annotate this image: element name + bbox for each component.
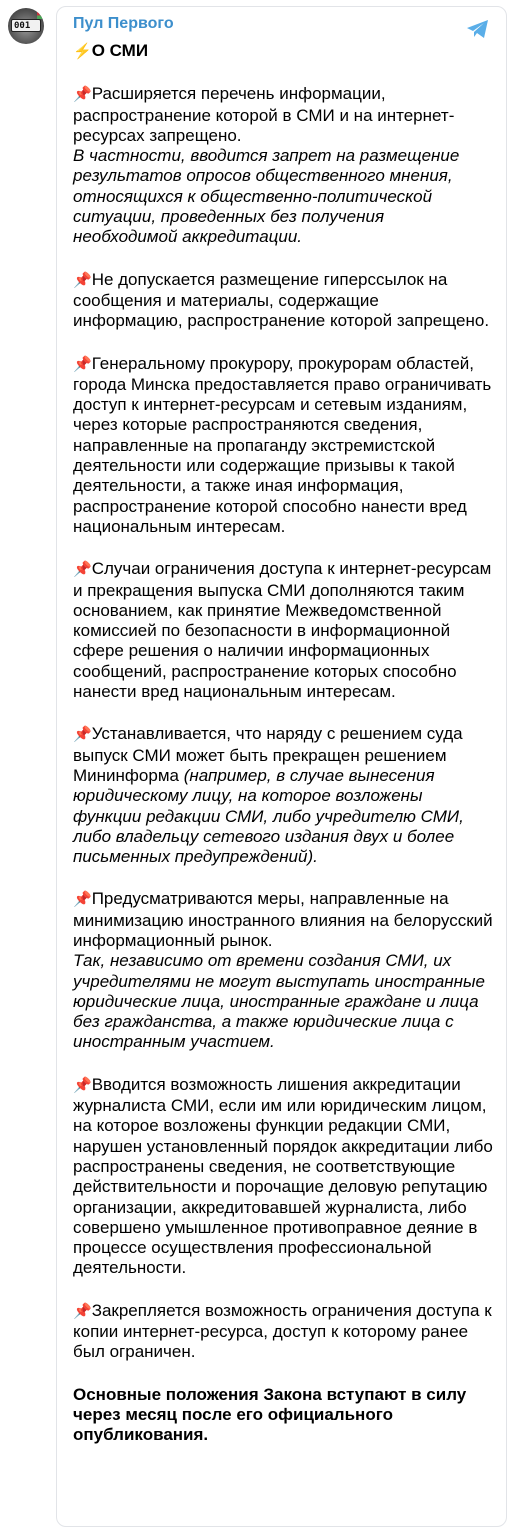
final-note: Основные положения Закона вступают в силу через месяц после его официального опубликования.: [73, 1384, 467, 1445]
pushpin-icon: 📌: [73, 891, 92, 909]
pushpin-icon: 📌: [73, 271, 92, 289]
paragraph-text: Расширяется перечень информации, распространение которой в СМИ и на интернет-ресурсах запрещено.: [73, 84, 455, 145]
paragraph-italic: (например, в случае вынесения юридическому лицу, на которое возложены функции редакции СМИ, либо учредителю СМИ, либо владельцу сетевого издания двух и более письменных предупреждений).: [73, 765, 464, 867]
paragraph-2: [73, 270, 493, 332]
paragraph-italic: В частности, вводится запрет на размещение результатов опросов общественного мнения, относящихся к общественно-политической ситуации, проведенных без получения необходимой аккредитации.: [73, 146, 460, 247]
pushpin-icon: 📌: [73, 726, 92, 744]
channel-name[interactable]: Пул Первого: [73, 15, 174, 32]
pushpin-icon: 📌: [73, 561, 92, 579]
paragraph-text: Генеральному прокурору, прокурорам областей, города Минска предоставляется право ограничивать доступ к интернет-ресурсам и сетевым изданиям, через которые распространяются сведения, направленные на пропаганду экстремистской деятельности или содержащие призывы к такой деятельности, а также иная информация, распространение которой способно нанести вред национальным интересам.: [73, 353, 492, 536]
pushpin-icon: 📌: [73, 86, 92, 104]
pushpin-icon: 📌: [73, 1302, 92, 1320]
post-title: [73, 41, 493, 62]
paragraph-6: [73, 889, 493, 1052]
paragraph-text: Вводится возможность лишения аккредитации журналиста СМИ, если им или юридическим лицом, на которое возложены функции редакции СМИ, нарушен установленный порядок аккредитации либо распространены сведения, не соответствующие действительности и порочащие деловую репутацию организации, аккредитовавшей журналиста, либо совершено умышленное противоправное деяние в процессе осуществления профессиональной деятельности.: [73, 1074, 493, 1278]
paragraph-text: Случаи ограничения доступа к интернет-ресурсам и прекращения выпуска СМИ дополняются таким основанием, как принятие Межведомственной комиссией по безопасности в информационной сфере решения о наличии информационных сообщений, распространение которых способно нанести вред национальным интересам.: [73, 559, 492, 702]
paragraph-1: [73, 84, 493, 247]
channel-avatar[interactable]: [8, 8, 44, 44]
post-content: [73, 41, 493, 1446]
paragraph-italic: Так, независимо от времени создания СМИ, их учредителями не могут выступать иностранные юридические лица, иностранные граждане и лица без гражданства, а также юридические лица с иностранным участием.: [73, 951, 485, 1052]
flag-icon: [37, 10, 43, 19]
message-bubble: [56, 6, 507, 1527]
paragraph-7: [73, 1075, 493, 1279]
telegram-plane-icon[interactable]: [466, 19, 490, 39]
paragraph-text: Предусматриваются меры, направленные на минимизацию иностранного влияния на белорусский информационный рынок.: [73, 889, 493, 950]
pushpin-icon: 📌: [73, 1076, 92, 1094]
avatar-plate: 001: [11, 19, 41, 32]
post-title-text: О СМИ: [91, 41, 149, 60]
lightning-icon: ⚡️: [73, 43, 92, 60]
pushpin-icon: 📌: [73, 355, 92, 373]
paragraph-text: Закрепляется возможность ограничения доступа к копии интернет-ресурса, доступ к которому ранее был ограничен.: [73, 1300, 492, 1362]
paragraph-3: [73, 354, 493, 538]
paragraph-text: Устанавливается, что наряду с решением суда выпуск СМИ может быть прекращен решением Мининформа: [73, 724, 463, 785]
paragraph-5: [73, 724, 493, 867]
paragraph-4: [73, 559, 493, 702]
paragraph-8: [73, 1301, 493, 1363]
paragraph-text: Не допускается размещение гиперссылок на сообщения и материалы, содержащие информацию, распространение которой запрещено.: [73, 269, 490, 331]
